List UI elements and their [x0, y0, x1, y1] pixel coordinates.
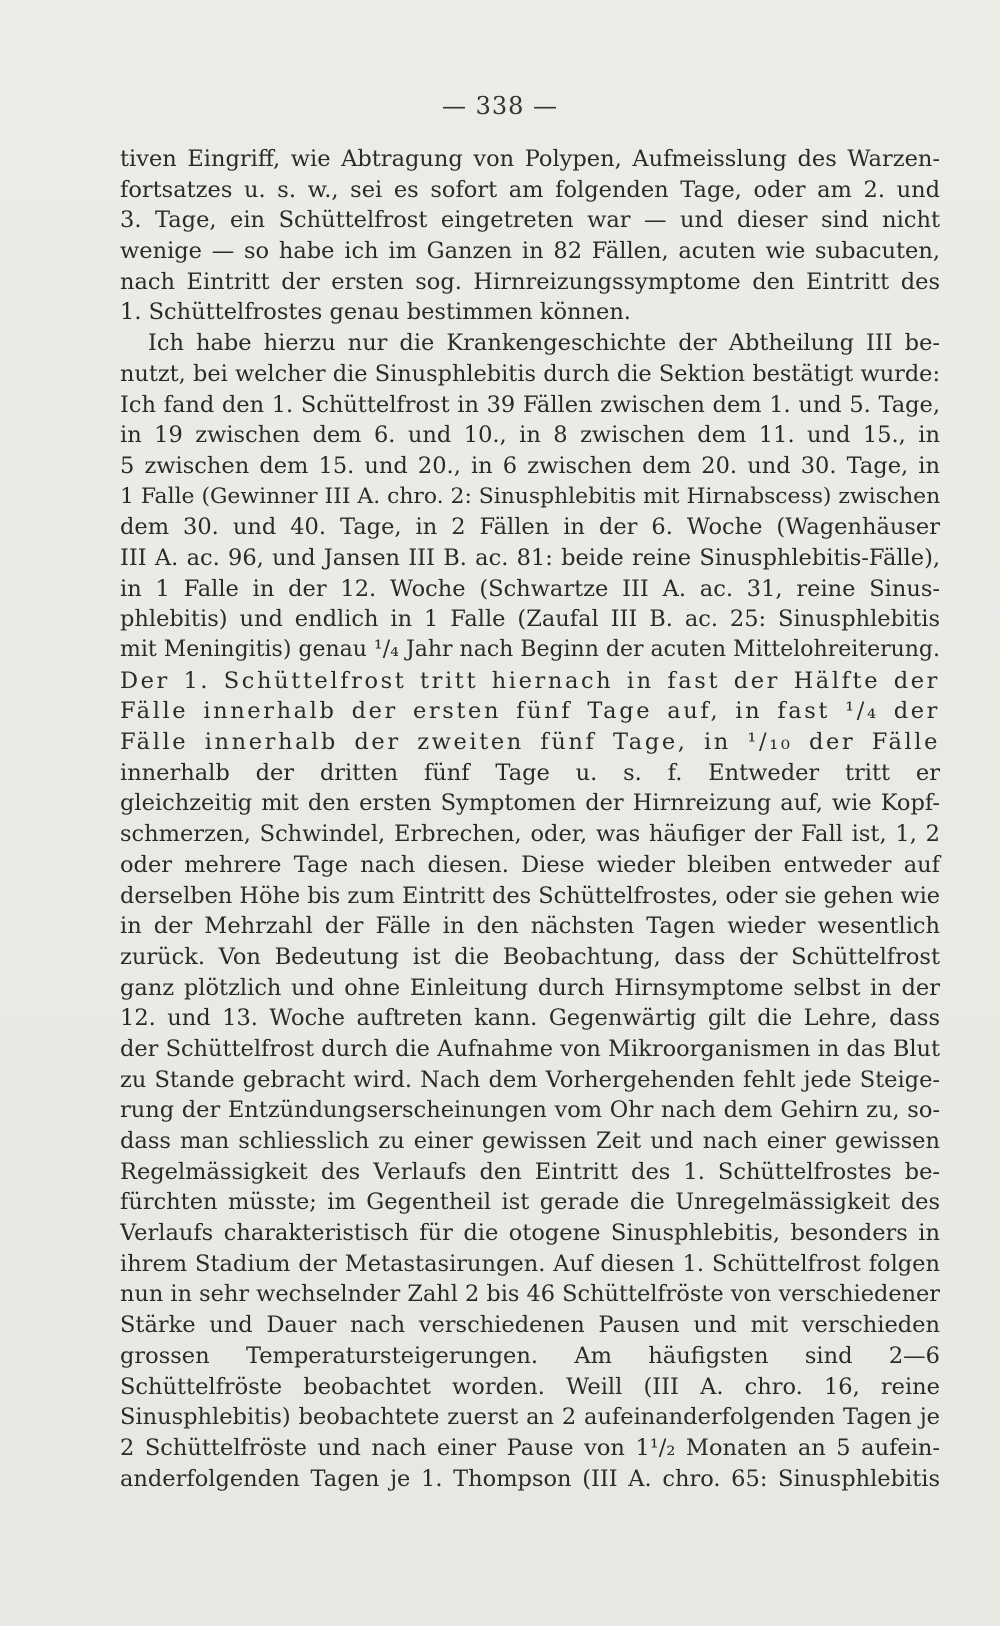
text-line: 2 Schüttelfröste und nach einer Pause von 1¹/₂ Monaten an 5 aufein-: [120, 1434, 940, 1461]
text-line: nun in sehr wechselnder Zahl 2 bis 46 Schüttelfröste von verschiedener: [120, 1281, 940, 1308]
text-line: 1. Schüttelfrostes genau bestimmen können.: [120, 299, 631, 326]
text-line: wenige — so habe ich im Ganzen in 82 Fällen, acuten wie subacuten,: [120, 238, 940, 265]
text-line: fürchten müsste; im Gegentheil ist gerade die Unregelmässigkeit des: [120, 1189, 940, 1216]
text-line: in 19 zwischen dem 6. und 10., in 8 zwischen dem 11. und 15., in: [120, 422, 940, 449]
text-line: derselben Höhe bis zum Eintritt des Schüttelfrostes, oder sie gehen wie: [120, 882, 940, 909]
text-line: Regelmässigkeit des Verlaufs den Eintritt des 1. Schüttelfrostes be-: [120, 1158, 940, 1185]
text-line: grossen Temperatursteigerungen. Am häufigsten sind 2—6: [120, 1342, 940, 1369]
text-line: rung der Entzündungserscheinungen vom Ohr nach dem Gehirn zu, so-: [120, 1097, 940, 1124]
text-line: 1 Falle (Gewinner III A. chro. 2: Sinusphlebitis mit Hirnabscess) zwischen: [120, 483, 941, 509]
body-text: [120, 144, 940, 1494]
text-line: innerhalb der dritten fünf Tage u. s. f. Entweder tritt er: [120, 759, 940, 786]
text-line: anderfolgenden Tagen je 1. Thompson (III A. chro. 65: Sinusphlebitis: [120, 1465, 940, 1492]
text-line: Ich habe hierzu nur die Krankengeschichte der Abtheilung III be-: [148, 330, 940, 357]
text-line: zurück. Von Bedeutung ist die Beobachtung, dass der Schüttelfrost: [120, 943, 940, 970]
text-line: in der Mehrzahl der Fälle in den nächsten Tagen wieder wesentlich: [120, 913, 940, 940]
text-line: Fälle innerhalb der zweiten fünf Tage, in ¹/₁₀ der Fälle: [120, 729, 940, 756]
text-line: III A. ac. 96, und Jansen III B. ac. 81: beide reine Sinusphlebitis-Fälle),: [120, 544, 940, 571]
text-line: ganz plötzlich und ohne Einleitung durch Hirnsymptome selbst in der: [120, 974, 940, 1001]
text-line: mit Meningitis) genau ¹/₄ Jahr nach Beginn der acuten Mittelohreiterung.: [120, 637, 940, 662]
text-line: fortsatzes u. s. w., sei es sofort am folgenden Tage, oder am 2. und: [120, 176, 940, 203]
text-line: oder mehrere Tage nach diesen. Diese wieder bleiben entweder auf: [120, 851, 940, 878]
text-line: Der 1. Schüttelfrost tritt hiernach in fast der Hälfte der: [120, 667, 940, 694]
text-line: 12. und 13. Woche auftreten kann. Gegenwärtig gilt die Lehre, dass: [120, 1005, 940, 1032]
text-line: der Schüttelfrost durch die Aufnahme von Mikroorganismen in das Blut: [120, 1035, 941, 1062]
text-line: Verlaufs charakteristisch für die otogene Sinusphlebitis, besonders in: [120, 1220, 940, 1247]
text-line: phlebitis) und endlich in 1 Falle (Zaufal III B. ac. 25: Sinusphlebitis: [120, 606, 940, 633]
text-line: nutzt, bei welcher die Sinusphlebitis durch die Sektion bestätigt wurde:: [120, 360, 940, 387]
text-line: Schüttelfröste beobachtet worden. Weill (III A. chro. 16, reine: [120, 1373, 940, 1400]
text-line: 3. Tage, ein Schüttelfrost eingetreten war — und dieser sind nicht: [120, 207, 940, 234]
text-line: Stärke und Dauer nach verschiedenen Pausen und mit verschieden: [120, 1312, 940, 1339]
text-line: Ich fand den 1. Schüttelfrost in 39 Fällen zwischen dem 1. und 5. Tage,: [120, 391, 940, 418]
text-line: Sinusphlebitis) beobachtete zuerst an 2 aufeinanderfolgenden Tagen je: [120, 1404, 940, 1431]
page-number: — 338 —: [441, 92, 559, 120]
text-line: dass man schliesslich zu einer gewissen Zeit und nach einer gewissen: [120, 1128, 940, 1154]
text-line: dem 30. und 40. Tage, in 2 Fällen in der 6. Woche (Wagenhäuser: [120, 514, 940, 541]
text-line: Fälle innerhalb der ersten fünf Tage auf, in fast ¹/₄ der: [120, 698, 940, 725]
text-line: in 1 Falle in der 12. Woche (Schwartze III A. ac. 31, reine Sinus-: [120, 575, 940, 602]
text-line: zu Stande gebracht wird. Nach dem Vorhergehenden fehlt jede Steige-: [120, 1066, 940, 1093]
text-line: nach Eintritt der ersten sog. Hirnreizungssymptome den Eintritt des: [120, 268, 940, 295]
text-line: 5 zwischen dem 15. und 20., in 6 zwischen dem 20. und 30. Tage, in: [120, 452, 940, 479]
text-line: tiven Eingriff, wie Abtragung von Polypen, Aufmeisslung des Warzen-: [120, 146, 940, 172]
text-line: schmerzen, Schwindel, Erbrechen, oder, was häufiger der Fall ist, 1, 2: [120, 821, 940, 848]
text-line: gleichzeitig mit den ersten Symptomen der Hirnreizung auf, wie Kopf-: [120, 790, 940, 817]
text-line: ihrem Stadium der Metastasirungen. Auf diesen 1. Schüttelfrost folgen: [120, 1250, 940, 1277]
